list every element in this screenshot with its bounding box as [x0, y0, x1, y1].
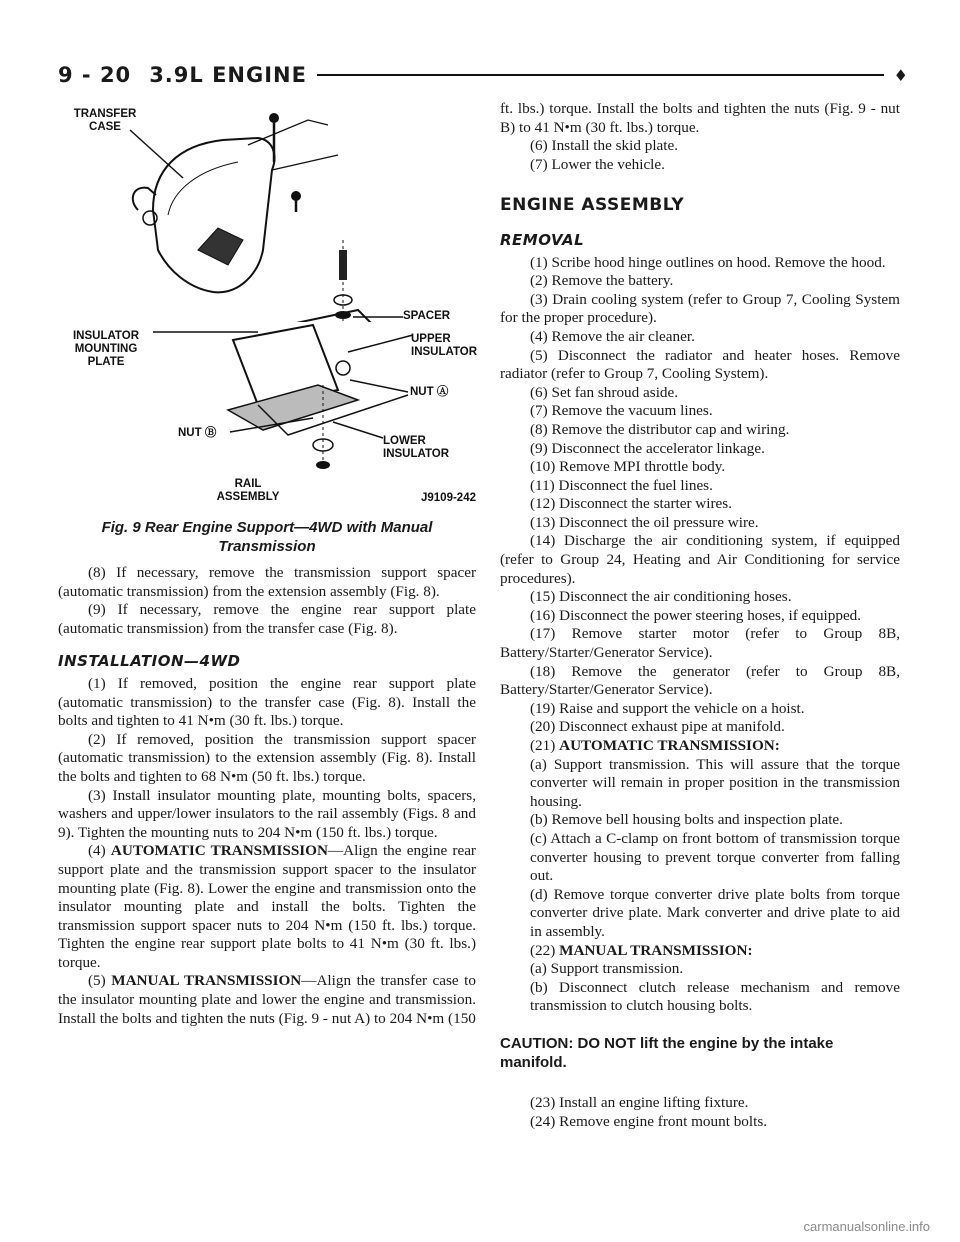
removal-step: (6) Set fan shroud aside.: [530, 383, 679, 401]
removal-step: (10) Remove MPI throttle body.: [530, 458, 726, 476]
removal-step: (18) Remove the generator (refer to Group 8B, Battery/Starter/Generator Service).: [500, 662, 900, 699]
step-22-num: (22): [530, 941, 560, 959]
install-step-3: (3) Install insulator mounting plate, mounting bolts, spacers, washers and upper/lower insulators to the rail assembly (Figs. 8 and 9). Tighten the mounting nuts to 204 N•m (150 ft. lbs.) torque.: [58, 786, 476, 841]
site-watermark: carmanualsonline.info: [803, 1219, 930, 1234]
removal-step: (17) Remove starter motor (refer to Group 8B, Battery/Starter/Generator Service).: [500, 625, 900, 662]
label-insulator-mounting-plate: INSULATOR MOUNTING PLATE: [72, 330, 140, 368]
label-rail-assembly: RAIL ASSEMBLY: [216, 478, 280, 503]
removal-step: (9) Disconnect the accelerator linkage.: [530, 439, 765, 457]
install-step-1: (1) If removed, position the engine rear support plate (automatic transmission) to the transfer case (Fig. 8). Install the bolts and tighten to 41 N•m (30 ft. lbs.) torque.: [58, 674, 476, 730]
page-number: 9 - 20: [58, 63, 132, 87]
removal-step-23: (23) Install an engine lifting fixture.: [530, 1093, 749, 1111]
removal-step: (13) Disconnect the oil pressure wire.: [530, 513, 759, 531]
step-21-heading: AUTOMATIC TRANSMISSION:: [559, 737, 780, 754]
figure-caption: Fig. 9 Rear Engine Support—4WD with Manual Transmission: [101, 519, 433, 555]
install-step-5-text: —Align the transfer case to the insulator mounting plate and lower the engine and transmission. Install the bolts and tighten the nuts (Fig. 9 - nut A) to 204 N•m (150: [58, 972, 476, 1027]
install-step-5-num: (5): [88, 972, 112, 990]
figure-overlay: [58, 100, 476, 520]
label-upper-insulator: UPPER INSULATOR: [411, 333, 478, 358]
removal-step: (5) Disconnect the radiator and heater hoses. Remove radiator (refer to Group 7, Cooling System).: [500, 346, 900, 383]
diamond-icon: ♦: [893, 65, 908, 85]
removal-step: (15) Disconnect the air conditioning hoses.: [530, 588, 792, 606]
label-nut-a: NUT Ⓐ: [410, 386, 449, 398]
step-21-sub: (d) Remove torque converter drive plate bolts from torque converter drive plate. Mark converter and drive plate to aid in assembly.: [530, 885, 900, 940]
removal-title: REMOVAL: [500, 230, 585, 249]
label-nut-b: NUT Ⓑ: [178, 427, 217, 439]
install-step-4-num: (4): [88, 842, 111, 860]
right-column: [500, 100, 900, 1131]
removal-step-22: [500, 942, 900, 961]
step-22-sub: (a) Support transmission.: [530, 960, 684, 978]
step-22-heading: MANUAL TRANSMISSION:: [559, 941, 753, 959]
removal-step: (20) Disconnect exhaust pipe at manifold.: [530, 718, 785, 736]
removal-step: (16) Disconnect the power steering hoses, if equipped.: [530, 606, 862, 624]
install-step-7: (7) Lower the vehicle.: [530, 155, 665, 173]
removal-step: (8) Remove the distributor cap and wiring.: [530, 420, 790, 438]
left-text: [58, 520, 476, 1028]
step-9: (9) If necessary, remove the engine rear support plate (automatic transmission) from the transfer case (Fig. 8).: [58, 601, 476, 637]
label-transfer-case: TRANSFER CASE: [73, 108, 137, 133]
install-step-4: [58, 842, 476, 972]
step-8: (8) If necessary, remove the transmission support spacer (automatic transmission) from the extension assembly (Fig. 8).: [58, 564, 476, 600]
engine-assembly-title: ENGINE ASSEMBLY: [500, 195, 685, 216]
removal-step: (4) Remove the air cleaner.: [530, 327, 695, 345]
section-header-title: 3.9L ENGINE: [149, 63, 307, 87]
removal-step: (11) Disconnect the fuel lines.: [530, 476, 713, 494]
label-lower-insulator: LOWER INSULATOR: [383, 435, 450, 460]
removal-step: (3) Drain cooling system (refer to Group 7, Cooling System for the proper procedure).: [500, 290, 900, 327]
removal-step-24: (24) Remove engine front mount bolts.: [530, 1112, 768, 1130]
install-continued: ft. lbs.) torque. Install the bolts and tighten the nuts (Fig. 9 - nut B) to 41 N•m (30 ft. lbs.) torque.: [500, 100, 900, 136]
install-step-4-text: —Align the engine rear support plate and the transmission support spacer to the insulator mounting plate (Fig. 8). Lower the engine and transmission onto the insulator mounting plate and install the bolts. Tighten the transmission support spacer nuts to 204 N•m (150 ft. lbs.) torque. Tighten the engine rear support plate bolts to 41 N•m (30 ft. lbs.) torque.: [58, 842, 476, 971]
removal-step-21: [500, 737, 900, 756]
installation-4wd-title: INSTALLATION—4WD: [58, 652, 241, 671]
install-step-4-heading: AUTOMATIC TRANSMISSION: [110, 842, 328, 860]
label-figure-code: J9109-242: [421, 492, 476, 504]
removal-step: (2) Remove the battery.: [530, 272, 674, 290]
install-step-5-heading: MANUAL TRANSMISSION: [111, 972, 302, 990]
page-header: [58, 60, 908, 90]
removal-step: (12) Disconnect the starter wires.: [530, 495, 733, 513]
caution-note: CAUTION: DO NOT lift the engine by the intake manifold.: [500, 1034, 834, 1071]
step-21-num: (21): [530, 737, 560, 754]
removal-steps: [500, 254, 900, 737]
install-step-2: (2) If removed, position the transmission support spacer (automatic transmission) to the extension assembly (Fig. 8). Install the bolts and tighten to 68 N•m (50 ft. lbs.) torque.: [58, 730, 476, 785]
removal-step: (14) Discharge the air conditioning system, if equipped (refer to Group 24, Heating and Air Conditioning for service procedures).: [500, 532, 900, 587]
removal-step: (19) Raise and support the vehicle on a hoist.: [530, 699, 805, 717]
install-step-6: (6) Install the skid plate.: [530, 137, 679, 155]
step-22-sub: (b) Disconnect clutch release mechanism and remove transmission to clutch housing bolts.: [530, 978, 900, 1015]
label-spacer: SPACER: [403, 310, 451, 322]
step-21-sub: (a) Support transmission. This will assure that the torque converter will remain in proper position in the transmission housing.: [530, 755, 900, 810]
step-21-sub: (c) Attach a C-clamp on front bottom of transmission torque converter housing to prevent torque converter from falling out.: [530, 829, 900, 885]
install-step-5: [58, 972, 476, 1028]
removal-step: (1) Scribe hood hinge outlines on hood. Remove the hood.: [530, 253, 886, 271]
removal-step: (7) Remove the vacuum lines.: [530, 402, 713, 420]
header-rule: [317, 74, 884, 76]
step-21-sub: (b) Remove bell housing bolts and inspection plate.: [530, 811, 843, 829]
